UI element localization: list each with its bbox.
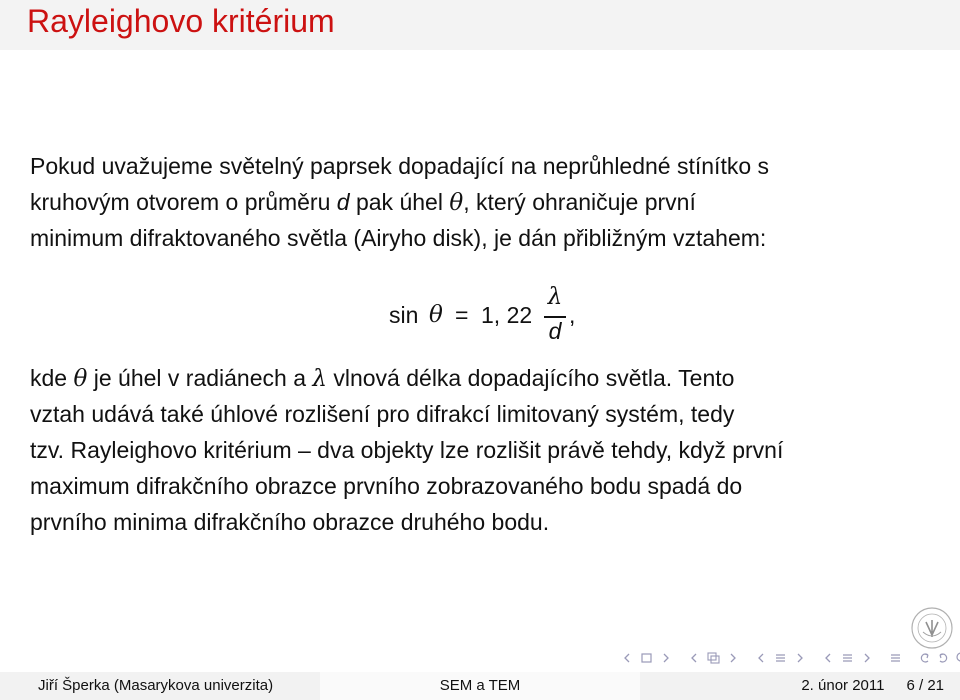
paragraph-intro [30,148,769,256]
nav-frame-icon[interactable] [639,651,654,665]
text-run: pak úhel [349,189,450,215]
nav-slide-prev-icon[interactable] [687,651,702,665]
nav-back-icon[interactable] [917,651,932,665]
math-var-lambda: λ [312,366,327,392]
footer-bar [0,672,960,700]
text-run: kruhovým otvorem o průměru [30,189,337,215]
text-run: je úhel v radiánech a [87,365,313,391]
nav-slide-next-icon[interactable] [725,651,740,665]
footer-date: 2. únor 2011 [801,677,885,694]
paragraph-explanation [30,360,783,540]
text-line [30,360,783,396]
eq-equals: = [455,302,469,328]
eq-comma: , [569,302,576,328]
eq-numerator: λ [547,284,563,310]
math-var-d: d [336,189,350,215]
math-var-theta: θ [449,190,464,216]
text-line: maximum difrakčního obrazce prvního zobrazovaného bodu spadá do [30,473,743,499]
text-line: vztah udává také úhlové rozlišení pro difrakcí limitovaný systém, tedy [30,401,735,427]
text-line: tzv. Rayleighovo kritérium – dva objekty lze rozlišit právě tehdy, když první [30,437,784,463]
nav-frame-next-icon[interactable] [658,651,673,665]
title-bar [0,0,960,50]
slide-title: Rayleighovo kritérium [27,3,335,39]
nav-search-icon[interactable] [955,651,960,665]
text-line: Pokud uvažujeme světelný paprsek dopadající na neprůhledné stínítko s [30,153,770,179]
text-run: vlnová délka dopadajícího světla. Tento [326,365,735,391]
text-line [30,184,769,220]
nav-subsection-next-icon[interactable] [859,651,874,665]
university-seal-icon [910,606,954,650]
text-run: , který ohraničuje první [463,189,696,215]
nav-forward-icon[interactable] [936,651,951,665]
text-line: prvního minima difrakčního obrazce druhého bodu. [30,509,550,535]
nav-section-prev-icon[interactable] [754,651,769,665]
footer-talk-title: SEM a TEM [320,672,640,700]
eq-denominator: d [548,318,562,344]
footer-right [640,672,960,700]
beamer-navigation [620,649,960,667]
footer-page-number: 6 / 21 [906,677,944,694]
footer-author: Jiří Šperka (Masarykova univerzita) [0,672,320,700]
nav-section-next-icon[interactable] [792,651,807,665]
eq-sin: sin [389,302,419,328]
nav-align-icon[interactable] [888,651,903,665]
text-line: minimum difraktovaného světla (Airyho disk), je dán přibližným vztahem: [30,225,767,251]
nav-section-icon[interactable] [773,651,788,665]
nav-frame-prev-icon[interactable] [620,651,635,665]
nav-slide-icon[interactable] [706,651,721,665]
eq-coefficient: 1, 22 [481,302,533,328]
eq-theta: θ [429,302,443,328]
text-run: kde [30,365,74,391]
math-var-theta: θ [73,366,88,392]
nav-subsection-icon[interactable] [840,651,855,665]
nav-subsection-prev-icon[interactable] [821,651,836,665]
